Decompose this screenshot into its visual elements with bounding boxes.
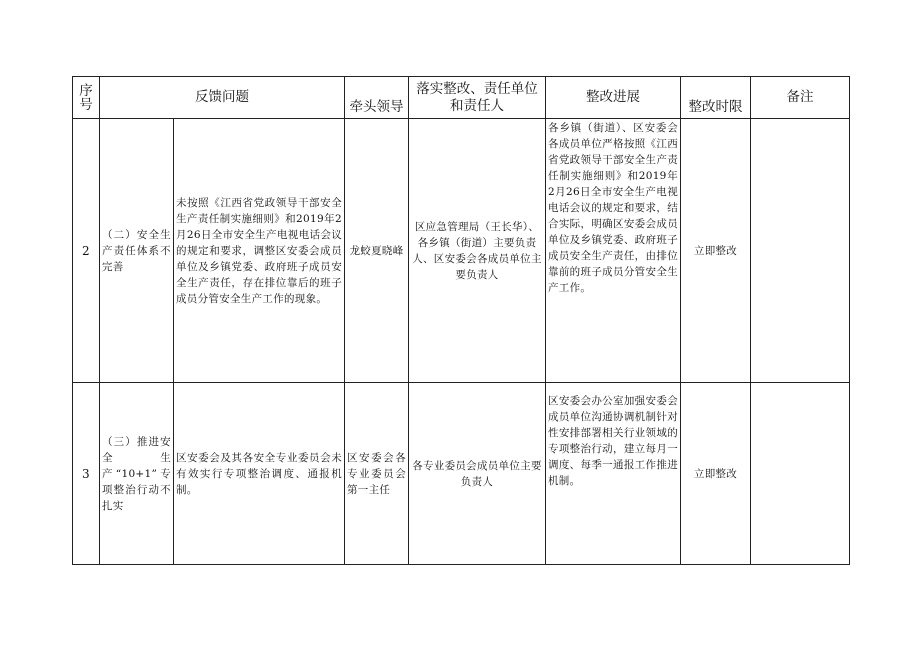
row-problem: 未按照《江西省党政领导干部安全生产责任制实施细则》和2019年2月26日全市安全生产电视电话会议的规定和要求，调整区安委会成员单位及乡镇党委、政府班子成员安全生产责任，存在排位靠后的班子成员分管安全生产工作的现象。: [174, 119, 345, 383]
row-deadline: 立即整改: [681, 119, 751, 383]
row-category: （二）安全生产责任体系不完善: [100, 119, 174, 383]
row-responsible: 各专业委员会成员单位主要负责人: [409, 383, 546, 565]
header-lead: 牵头领导: [345, 77, 409, 119]
table-row: [73, 383, 850, 565]
rectification-table: [72, 76, 850, 565]
header-seq: 序号: [73, 77, 100, 119]
header-responsible: 落实整改、责任单位和责任人: [409, 77, 546, 119]
header-row: [73, 77, 850, 119]
row-responsible: 区应急管理局（王长华）、各乡镇（街道）主要负责人、区安委会各成员单位主要负责人: [409, 119, 546, 383]
row-seq: 2: [73, 119, 100, 383]
row-progress: 区安委会办公室加强安委会成员单位沟通协调机制针对性安排部署相关行业领域的专项整治行动，建立每月一调度、每季一通报工作推进机制。: [546, 383, 681, 565]
row-deadline: 立即整改: [681, 383, 751, 565]
row-remarks: [751, 119, 850, 383]
header-progress: 整改进展: [546, 77, 681, 119]
row-seq: 3: [73, 383, 100, 565]
header-remarks: 备注: [751, 77, 850, 119]
row-lead: 区安委会各专业委员会第一主任: [345, 383, 409, 565]
row-progress: 各乡镇（街道）、区安委会各成员单位严格按照《江西省党政领导干部安全生产责任制实施细则》和2019年2月26日全市安全生产电视电话会议的规定和要求，结合实际，明确区安委会成员单位及乡镇党委、政府班子成员安全生产责任，由排位靠前的班子成员分管安全生产工作。: [546, 119, 681, 383]
header-deadline: 整改时限: [681, 77, 751, 119]
row-remarks: [751, 383, 850, 565]
row-lead: 龙蛟夏晓峰: [345, 119, 409, 383]
header-feedback: 反馈问题: [100, 77, 345, 119]
row-category: （三）推进安全生产“10+1”专项整治行动不扎实: [100, 383, 174, 565]
table-row: [73, 119, 850, 383]
row-problem: 区安委会及其各安全专业委员会未有效实行专项整治调度、通报机制。: [174, 383, 345, 565]
